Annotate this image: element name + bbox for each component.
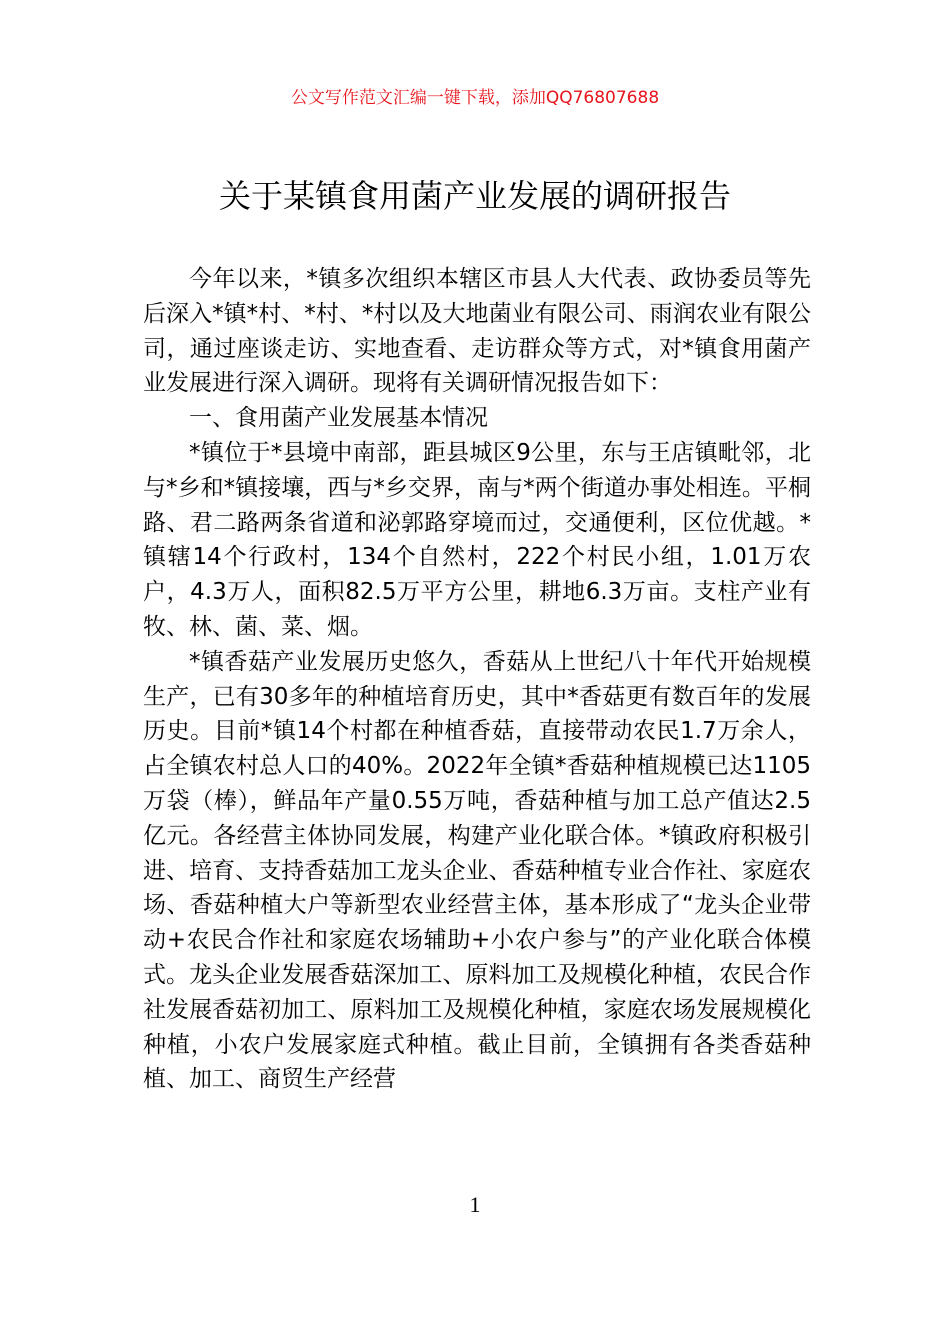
section-heading-1: 一、食用菌产业发展基本情况 <box>189 405 488 432</box>
paragraph-intro: 今年以来，*镇多次组织本辖区市县人大代表、政协委员等先后深入*镇*村、*村、*村以及大地菌业有限公司、雨润农业有限公司，通过座谈走访、实地查看、走访群众等方式，对*镇食用菌产业发展进行深入调研。现将有关调研情况报告如下： <box>143 266 811 397</box>
download-banner: 公文写作范文汇编一键下载，添加QQ76807688 <box>290 88 660 108</box>
paragraph-location: *镇位于*县境中南部，距县城区9公里，东与王店镇毗邻，北与*乡和*镇接壤，西与*乡交界，南与*两个街道办事处相连。平桐路、君二路两条省道和泌郭路穿境而过，交通便利，区位优越。*镇辖14个行政村，134个自然村，222个村民小组，1.01万农户，4.3万人，面积82.5万平方公里，耕地6.3万亩。支柱产业有牧、林、菌、菜、烟。 <box>143 439 811 640</box>
paragraph-mushroom-history: *镇香菇产业发展历史悠久，香菇从上世纪八十年代开始规模生产，已有30多年的种植培育历史，其中*香菇更有数百年的发展历史。目前*镇14个村都在种植香菇，直接带动农民1.7万余人，占全镇农村总人口的40%。2022年全镇*香菇种植规模已达1105万袋（棒），鲜品年产量0.55万吨，香菇种植与加工总产值达2.5亿元。各经营主体协同发展，构建产业化联合体。*镇政府积极引进、培育、支持香菇加工龙头企业、香菇种植专业合作社、家庭农场、香菇种植大户等新型农业经营主体，基本形成了“龙头企业带动+农民合作社和家庭农场辅助+小农户参与”的产业化联合体模式。龙头企业发展香菇深加工、原料加工及规模化种植，农民合作社发展香菇初加工、原料加工及规模化种植，家庭农场发展规模化种植，小农户发展家庭式种植。截止目前，全镇拥有各类香菇种植、加工、商贸生产经营 <box>143 648 811 1093</box>
page-number: 1 <box>469 1192 481 1217</box>
document-body <box>143 262 811 1097</box>
document-title: 关于某镇食用菌产业发展的调研报告 <box>218 177 731 215</box>
